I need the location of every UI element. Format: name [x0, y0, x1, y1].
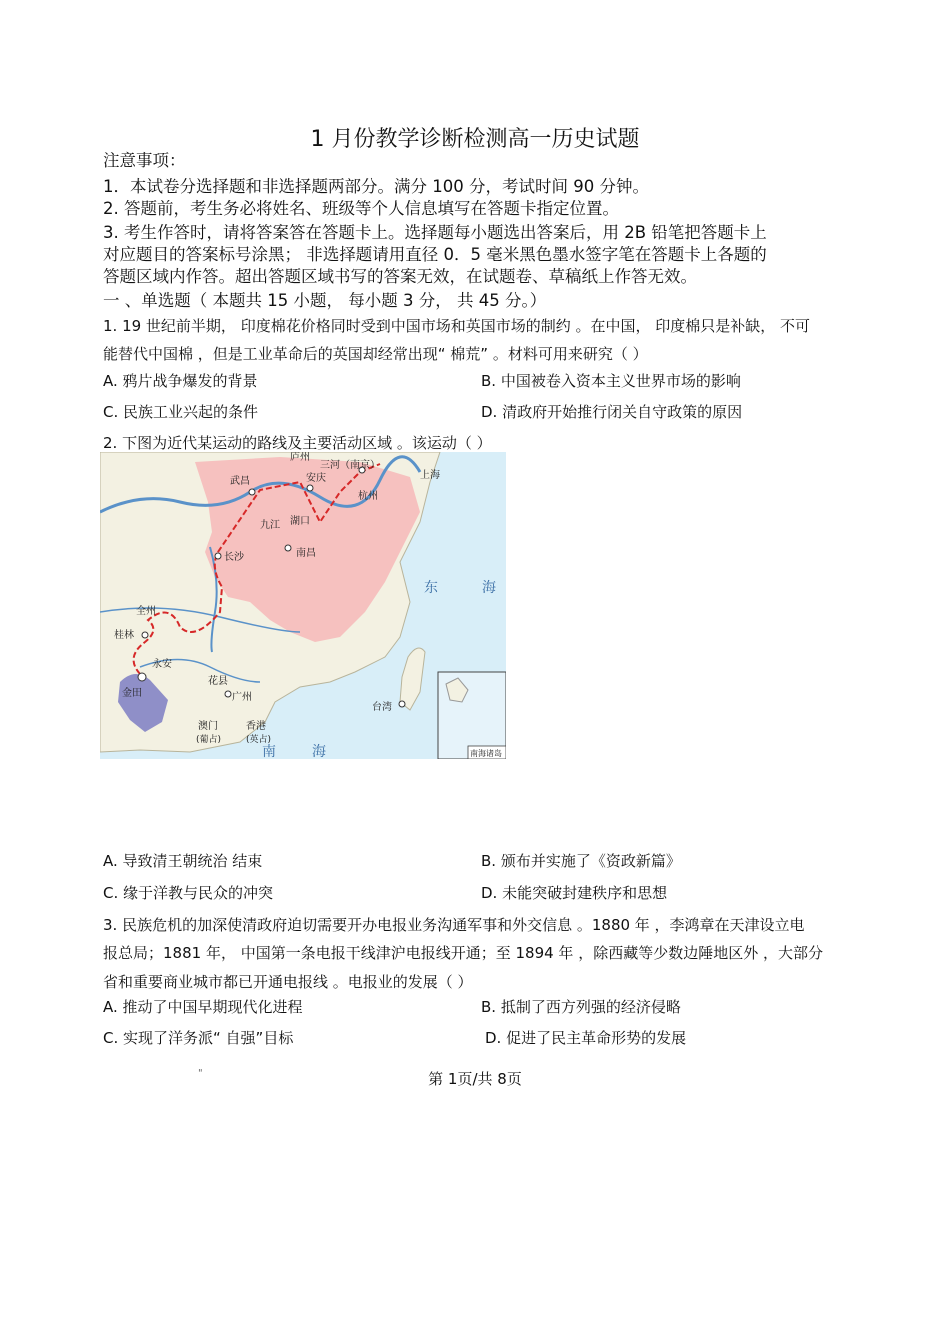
nanchang-marker	[285, 545, 291, 551]
label-wuchang: 武昌	[230, 476, 250, 487]
question-1-stem: 能替代中国棉 ，但是工业革命后的英国却经常出现“ 棉荒” 。材料可用来研究（ ）	[103, 345, 648, 363]
jintian-marker	[138, 673, 146, 681]
guilin-marker	[142, 632, 148, 638]
label-quanzhou: 全州	[136, 606, 156, 617]
notice-line: 2. 答题前，考生务必将姓名、班级等个人信息填写在答题卡指定位置。	[103, 199, 619, 218]
anqing-marker	[307, 485, 313, 491]
label-hukou: 湖口	[290, 516, 310, 527]
question-3-option-a[interactable]: A. 推动了中国早期现代化进程	[103, 998, 303, 1016]
question-3-option-d[interactable]: D. 促进了民主革命形势的发展	[485, 1029, 687, 1047]
label-taiwan: 台湾	[372, 702, 392, 713]
question-2-option-c[interactable]: C. 缘于洋教与民众的冲突	[103, 884, 274, 902]
page-footer: 第 1页/共 8页	[428, 1070, 522, 1088]
label-xianggang-sub: (英占)	[246, 735, 272, 745]
wuchang-marker	[249, 489, 255, 495]
label-xianggang: 香港	[246, 721, 266, 732]
label-aomen: 澳门	[198, 721, 218, 732]
label-guangzhou: 广州	[232, 692, 252, 703]
label-luzhou: 庐州	[290, 452, 310, 463]
label-yongan: 永安	[152, 659, 172, 670]
label-nanchang: 南昌	[296, 548, 316, 559]
question-1-option-b[interactable]: B. 中国被卷入资本主义世界市场的影响	[481, 372, 741, 390]
label-south: 南	[262, 744, 276, 759]
label-guilin: 桂林	[114, 630, 134, 641]
notice-line: 3. 考生作答时，请将答案答在答题卡上。选择题每小题选出答案后，用 2B 铅笔把答题卡上	[103, 223, 767, 242]
exam-title: 1 月份教学诊断检测高一历史试题	[310, 127, 640, 152]
taiping-route-map	[100, 452, 506, 759]
label-sea: 海	[482, 580, 496, 596]
inset-caption: 南海诸岛	[470, 749, 502, 758]
label-east: 东	[424, 580, 438, 596]
question-3-stem: 省和重要商业城市都已开通电报线 。电报业的发展（ ）	[103, 973, 473, 991]
question-2-stem: 2. 下图为近代某运动的路线及主要活动区域 。该运动（ ）	[103, 434, 492, 452]
notice-line: 答题区域内作答。超出答题区域书写的答案无效，在试题卷、草稿纸上作答无效。	[103, 267, 697, 286]
question-3-option-c[interactable]: C. 实现了洋务派“ 自强”目标	[103, 1029, 294, 1047]
label-sea-2: 海	[312, 744, 326, 759]
question-1-stem: 1. 19 世纪前半期， 印度棉花价格同时受到中国市场和英国市场的制约 。在中国， 印度棉只是补缺， 不可	[103, 317, 811, 335]
label-shanghai: 上海	[420, 470, 440, 481]
changsha-marker	[215, 553, 221, 559]
question-3-stem: 报总局；1881 年， 中国第一条电报干线津沪电报线开通；至 1894 年 ，除西藏等少数边陲地区外 ，大部分	[103, 944, 823, 962]
question-3-stem: 3. 民族危机的加深使清政府迫切需要开办电报业务沟通军事和外交信息 。1880 年 ，李鸿章在天津设立电	[103, 916, 805, 934]
label-jintian: 金田	[122, 688, 142, 699]
question-1-option-a[interactable]: A. 鸦片战争爆发的背景	[103, 372, 258, 390]
question-1-option-c[interactable]: C. 民族工业兴起的条件	[103, 403, 259, 421]
label-huaxian: 花县	[208, 676, 228, 687]
question-2-option-d[interactable]: D. 未能突破封建秩序和思想	[481, 884, 668, 902]
label-changsha: 长沙	[224, 552, 244, 563]
label-jiujiang: 九江	[260, 520, 280, 531]
stray-mark: "	[198, 1068, 203, 1079]
question-1-option-d[interactable]: D. 清政府开始推行闭关自守政策的原因	[481, 403, 743, 421]
section-heading: 一 、单选题（ 本题共 15 小题， 每小题 3 分， 共 45 分。）	[103, 291, 547, 310]
question-2-option-b[interactable]: B. 颁布并实施了《资政新篇》	[481, 852, 681, 870]
question-2-option-a[interactable]: A. 导致清王朝统治 结束	[103, 852, 263, 870]
notice-line: 对应题目的答案标号涂黑； 非选择题请用直径 0．5 毫米黑色墨水签字笔在答题卡上各题的	[103, 245, 767, 264]
guangzhou-marker	[225, 691, 231, 697]
label-nanjing: 三河（南京）	[320, 460, 380, 471]
notice-line: 1．本试卷分选择题和非选择题两部分。满分 100 分，考试时间 90 分钟。	[103, 177, 649, 196]
label-anqing: 安庆	[306, 473, 326, 484]
question-3-option-b[interactable]: B. 抵制了西方列强的经济侵略	[481, 998, 681, 1016]
taiwan-marker	[399, 701, 405, 707]
label-hangzhou: 杭州	[358, 491, 378, 502]
label-aomen-sub: (葡占)	[196, 735, 222, 745]
notice-heading: 注意事项：	[103, 151, 186, 170]
